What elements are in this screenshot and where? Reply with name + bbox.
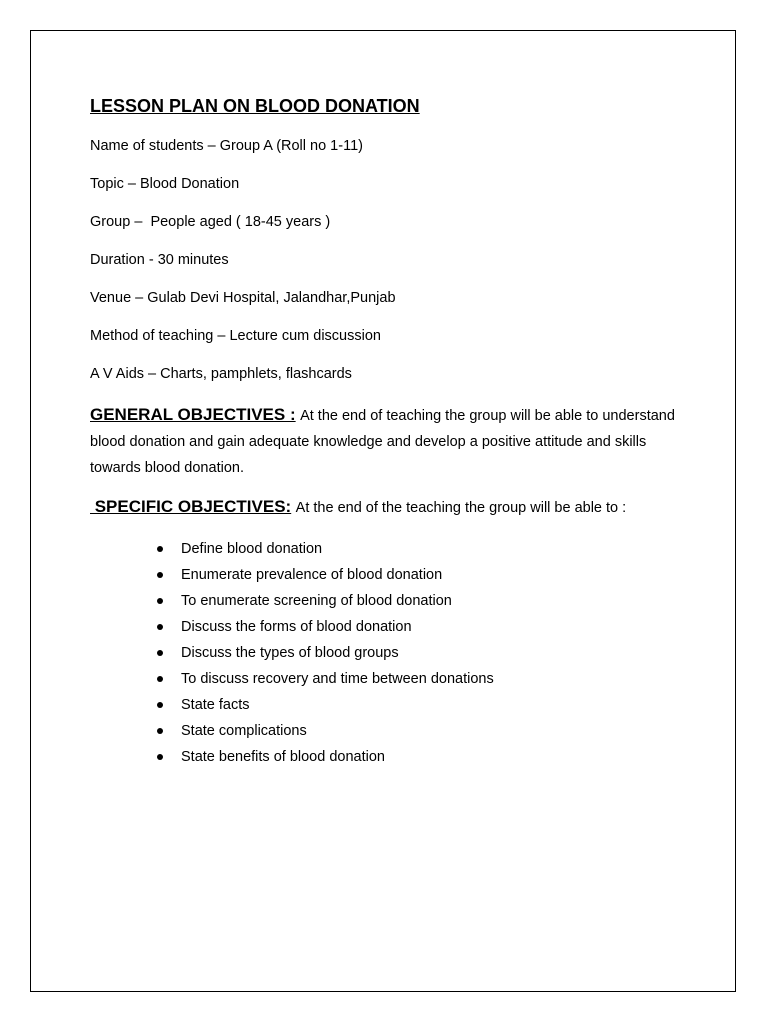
list-item-text: Discuss the types of blood groups	[181, 645, 399, 661]
specific-objectives	[90, 495, 690, 520]
bullet-icon	[157, 624, 163, 630]
list-item	[157, 562, 690, 588]
bullet-icon	[157, 650, 163, 656]
list-item	[157, 718, 690, 744]
list-item-text: Discuss the forms of blood donation	[181, 619, 412, 635]
list-item-text: State facts	[181, 697, 250, 713]
general-objectives-heading: GENERAL OBJECTIVES :	[90, 405, 296, 424]
bullet-icon	[157, 728, 163, 734]
list-item-text: Define blood donation	[181, 541, 323, 557]
document-content	[90, 94, 690, 770]
bullet-icon	[157, 598, 163, 604]
specific-objectives-text: At the end of the teaching the group will be able to :	[295, 500, 627, 516]
list-item	[157, 536, 690, 562]
list-item	[157, 666, 690, 692]
specific-objectives-heading: SPECIFIC OBJECTIVES:	[90, 497, 292, 516]
list-item-text: State benefits of blood donation	[181, 749, 385, 765]
info-group: Group – People aged ( 18-45 years )	[90, 214, 331, 230]
bullet-icon	[157, 676, 163, 682]
info-topic: Topic – Blood Donation	[90, 176, 240, 192]
list-item-text: To enumerate screening of blood donation	[181, 593, 452, 609]
list-item	[157, 692, 690, 718]
list-item-text: State complications	[181, 723, 307, 739]
general-objectives	[90, 402, 680, 481]
list-item	[157, 588, 690, 614]
info-av-aids: A V Aids – Charts, pamphlets, flashcards	[90, 366, 352, 382]
bullet-icon	[157, 754, 163, 760]
bullet-icon	[157, 702, 163, 708]
info-duration: Duration - 30 minutes	[90, 252, 229, 268]
info-students: Name of students – Group A (Roll no 1-11)	[90, 138, 363, 154]
document-title: LESSON PLAN ON BLOOD DONATION	[90, 96, 420, 116]
bullet-icon	[157, 546, 163, 552]
specific-objectives-list	[90, 536, 690, 770]
list-item-text: To discuss recovery and time between donations	[181, 671, 494, 687]
list-item	[157, 640, 690, 666]
info-venue: Venue – Gulab Devi Hospital, Jalandhar,Punjab	[90, 290, 396, 306]
bullet-icon	[157, 572, 163, 578]
info-method: Method of teaching – Lecture cum discussion	[90, 328, 381, 344]
list-item	[157, 744, 690, 770]
general-objectives-text: At the end of teaching the group will be able to understand blood donation and gain adequate knowledge and develop a positive attitude and skills towards blood donation.	[90, 408, 675, 476]
list-item-text: Enumerate prevalence of blood donation	[181, 567, 443, 583]
list-item	[157, 614, 690, 640]
